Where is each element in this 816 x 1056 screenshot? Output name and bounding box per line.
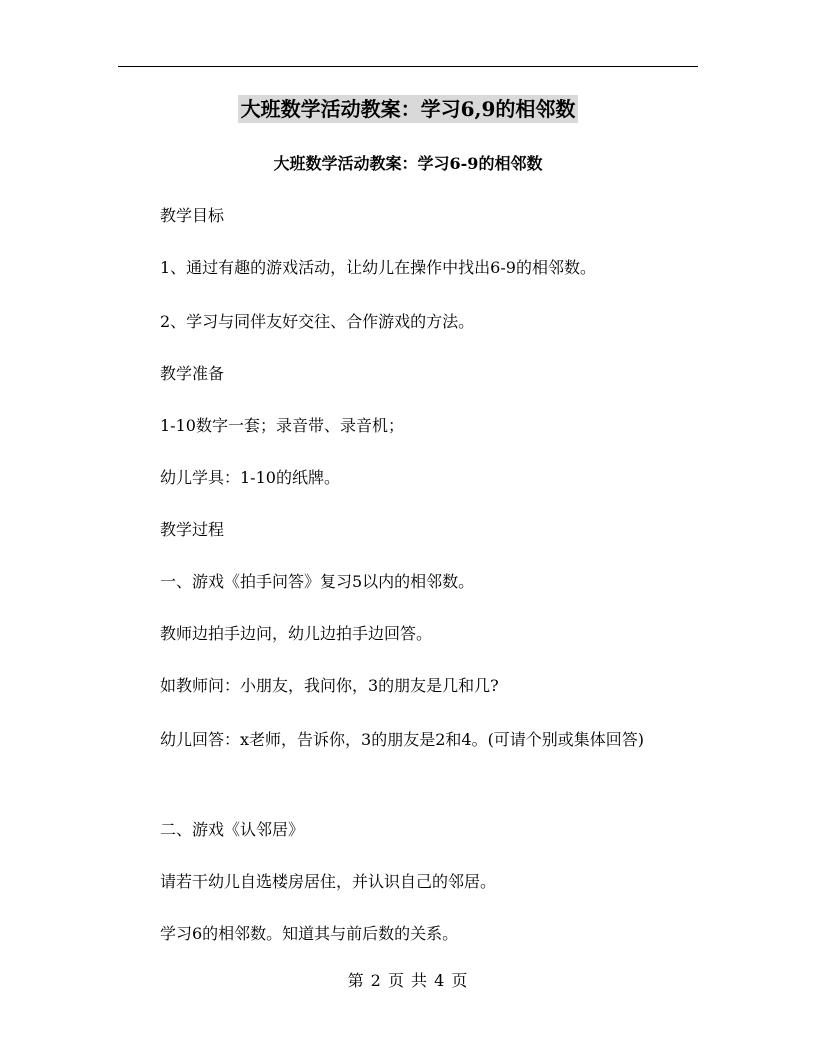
paragraph: 幼儿学具：1-10的纸牌。 [160,468,340,487]
paragraph: 教学准备 [160,364,225,383]
paragraph: 教学目标 [160,206,225,225]
header-rule [118,66,698,67]
document-title-text: 大班数学活动教案：学习6,9的相邻数 [238,95,579,123]
document-title [0,93,816,125]
paragraph: 2、学习与同伴友好交往、合作游戏的方法。 [160,312,475,331]
paragraph: 教学过程 [160,520,225,539]
document-subtitle: 大班数学活动教案：学习6-9的相邻数 [273,154,543,173]
paragraph: 请若干幼儿自选楼房居住，并认识自己的邻居。 [160,872,497,891]
paragraph: 学习6的相邻数。知道其与前后数的关系。 [160,924,459,943]
paragraph: 1-10数字一套；录音带、录音机； [160,416,404,435]
paragraph: 一、游戏《拍手问答》复习5以内的相邻数。 [160,572,475,591]
paragraph: 1、通过有趣的游戏活动，让幼儿在操作中找出6-9的相邻数。 [160,258,596,277]
paragraph: 幼儿回答：x老师，告诉你，3的朋友是2和4。(可请个别或集体回答) [160,730,645,749]
paragraph: 二、游戏《认邻居》 [160,820,305,839]
page-number: 第 2 页 共 4 页 [347,971,469,990]
paragraph: 如教师问：小朋友，我问你，3的朋友是几和几? [160,676,499,695]
paragraph: 教师边拍手边问，幼儿边拍手边回答。 [160,624,433,643]
